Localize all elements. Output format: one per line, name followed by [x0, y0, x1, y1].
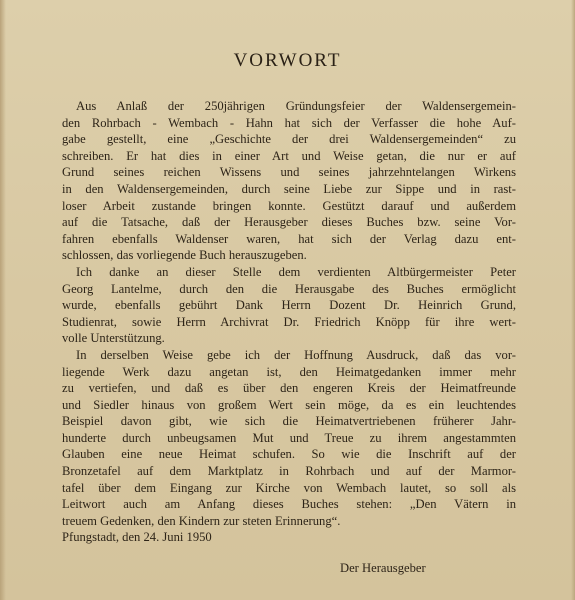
text-line: liegende Werk dazu angetan ist, den Heimatgedanken immer mehr — [62, 364, 516, 379]
page-edge-right — [571, 0, 575, 600]
text-line: Bronzetafel auf dem Marktplatz in Rohrbach und auf der Marmor- — [62, 464, 516, 479]
page-title: VORWORT — [233, 50, 342, 71]
text-line: tafel über dem Eingang zur Kirche von Wembach lautet, so soll als — [62, 480, 516, 495]
text-line: loser Arbeit zustande bringen konnte. Gestützt darauf und außerdem — [62, 198, 516, 213]
editor-signature: Der Herausgeber — [340, 561, 426, 575]
text-line: Ich danke an dieser Stelle dem verdienten Altbürgermeister Peter — [76, 264, 516, 279]
text-line: Leitwort auch am Anfang dieses Buches stehen: „Den Vätern in — [62, 497, 516, 512]
text-line: zu vertiefen, und daß es über den engeren Kreis der Heimatfreunde — [62, 381, 516, 396]
text-line: wurde, ebenfalls gebührt Dank Herrn Dozent Dr. Heinrich Grund, — [62, 298, 516, 313]
text-line: In derselben Weise gebe ich der Hoffnung Ausdruck, daß das vor- — [76, 347, 516, 362]
place-date: Pfungstadt, den 24. Juni 1950 — [62, 530, 212, 544]
text-line: Aus Anlaß der 250jährigen Gründungsfeier der Waldensergemein- — [76, 99, 516, 113]
text-line: in den Waldensergemeinden, durch seine Liebe zur Sippe und in rast- — [62, 181, 516, 196]
paragraph — [62, 98, 516, 264]
text-line: den Rohrbach - Wembach - Hahn hat sich der Verfasser die hohe Auf- — [62, 115, 516, 130]
text-line: fahren ebenfalls Waldenser waren, hat sich der Verlag dazu ent- — [62, 231, 516, 246]
text-line: Grund seines reichen Wissens und seines jahrzehntelangen Wirkens — [62, 165, 516, 180]
paragraph — [62, 347, 516, 530]
text-line: treuem Gedenken, den Kindern zur steten Erinnerung“. — [62, 513, 341, 528]
text-line: schreiben. Er hat dies in einer Art und Weise getan, die nur er auf — [62, 148, 516, 163]
text-line: gabe gestellt, eine „Geschichte der drei Waldensergemeinden“ zu — [62, 132, 516, 147]
foreword-body — [62, 98, 516, 529]
paragraph — [62, 264, 516, 347]
text-line: Beispiel davon gibt, wie sich die Heimatvertriebenen früherer Jahr- — [62, 414, 516, 429]
text-line: schlossen, das vorliegende Buch herauszugeben. — [62, 248, 307, 263]
text-line: und Siedler hinaus von großem Wert sein möge, da es ein leuchtendes — [62, 397, 516, 412]
text-line: Georg Lantelme, durch den die Herausgabe des Buches ermöglicht — [62, 281, 516, 296]
text-line: auf die Tatsache, daß der Herausgeber dieses Buches bzw. seine Vor- — [62, 215, 516, 230]
text-line: volle Unterstützung. — [62, 331, 165, 346]
page-edge-left — [0, 0, 6, 600]
text-line: Studienrat, sowie Herrn Archivrat Dr. Friedrich Knöpp für ihre wert- — [62, 314, 516, 329]
text-line: hunderte durch unbeugsamen Mut und Treue zu ihrem angestammten — [62, 430, 516, 445]
text-line: Glauben eine neue Heimat schufen. So wie die Inschrift auf der — [62, 447, 516, 462]
